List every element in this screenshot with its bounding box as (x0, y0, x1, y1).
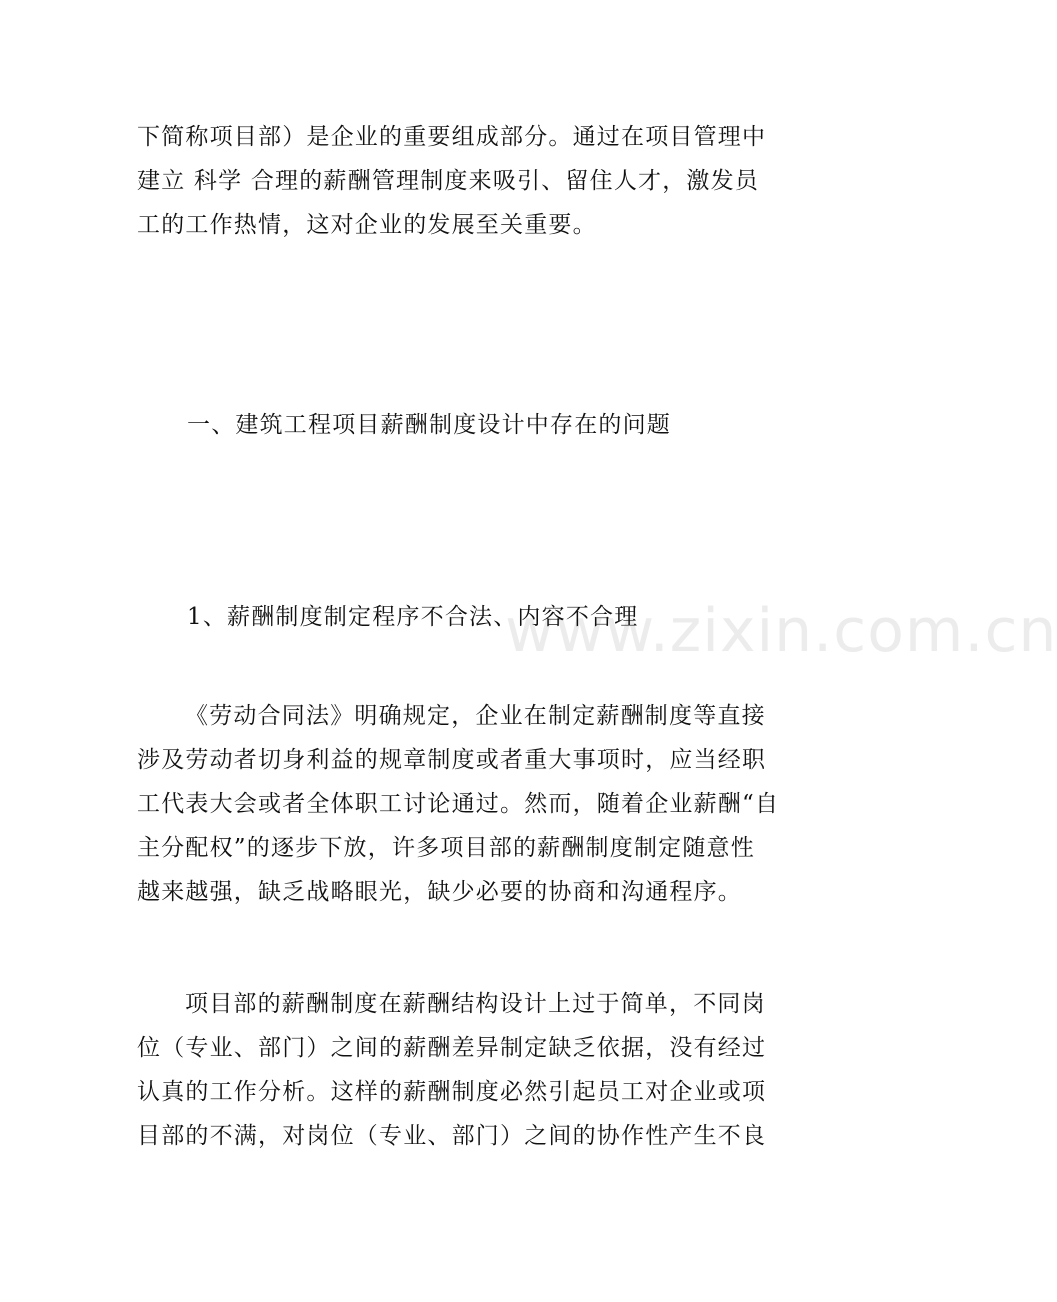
text-line: 越来越强，缺乏战略眼光，缺少必要的协商和沟通程序。 (137, 879, 742, 905)
body-paragraph-1 (137, 694, 787, 914)
intro-paragraph (137, 115, 787, 247)
text-line: 目部的不满，对岗位（专业、部门）之间的协作性产生不良 (137, 1123, 767, 1149)
text-line: 主分配权”的逐步下放，许多项目部的薪酬制度制定随意性 (137, 835, 755, 861)
text-line: 认真的工作分析。这样的薪酬制度必然引起员工对企业或项 (137, 1079, 767, 1105)
text-line: 《劳动合同法》明确规定，企业在制定薪酬制度等直接 (185, 703, 766, 729)
subsection-heading: 1、薪酬制度制定程序不合法、内容不合理 (187, 604, 639, 630)
section-heading: 一、建筑工程项目薪酬制度设计中存在的问题 (187, 412, 671, 438)
text-line: 工的工作热情，这对企业的发展至关重要。 (137, 212, 597, 238)
text-line: 涉及劳动者切身利益的规章制度或者重大事项时，应当经职 (137, 747, 767, 773)
text-line: 下简称项目部）是企业的重要组成部分。通过在项目管理中 (137, 124, 767, 150)
watermark: www.zixin.com.cn (505, 596, 1057, 666)
text-line: 工代表大会或者全体职工讨论通过。然而，随着企业薪酬“自 (137, 791, 780, 817)
text-line: 位（专业、部门）之间的薪酬差异制定缺乏依据，没有经过 (137, 1035, 767, 1061)
text-line: 项目部的薪酬制度在薪酬结构设计上过于简单，不同岗 (185, 991, 766, 1017)
text-line: 建立 科学 合理的薪酬管理制度来吸引、留住人才，激发员 (137, 168, 760, 194)
body-paragraph-2 (137, 982, 787, 1158)
